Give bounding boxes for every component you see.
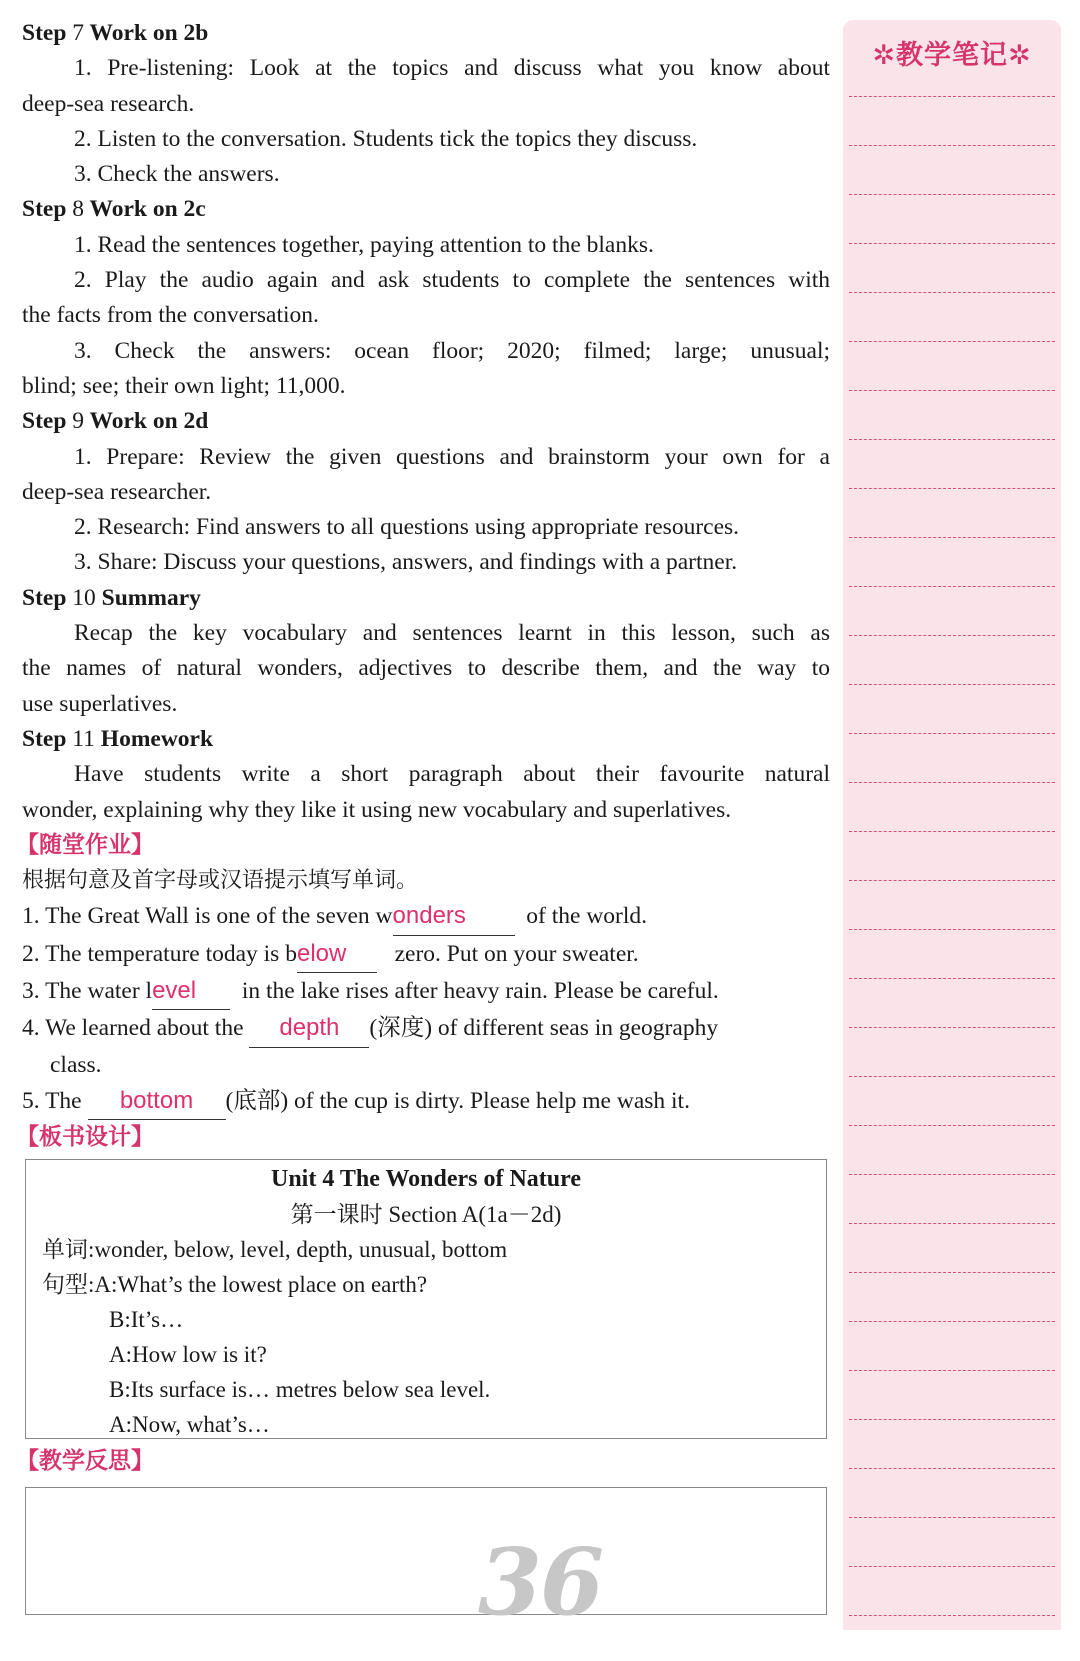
- step-7-item-1: 1. Pre-listening: Look at the topics and discuss what you know about: [74, 55, 830, 82]
- note-rule: [849, 1076, 1055, 1077]
- board-title: Unit 4 The Wonders of Nature: [270, 1166, 582, 1192]
- note-rule: [849, 390, 1055, 391]
- notes-title: ✲教学笔记✲: [872, 40, 1032, 71]
- note-rule: [849, 1223, 1055, 1224]
- note-rule: [849, 978, 1055, 979]
- step-7-item-1-cont: deep-sea research.: [22, 90, 195, 117]
- board-design-box: [25, 1159, 827, 1439]
- step-7-item-2: 2. Listen to the conversation. Students tick the topics they discuss.: [74, 125, 698, 152]
- step-9-heading: Step 9 Work on 2d: [22, 408, 209, 435]
- step-11-heading: Step 11 Homework: [22, 725, 214, 752]
- step-8-item-1: 1. Read the sentences together, paying attention to the blanks.: [74, 231, 654, 258]
- step-11-text-cont: wonder, explaining why they like it using new vocabulary and superlatives.: [22, 796, 732, 823]
- exercise-1: 1. The Great Wall is one of the seven wonders of the world.: [22, 898, 830, 935]
- note-rule: [849, 586, 1055, 587]
- note-rule: [849, 880, 1055, 881]
- answer-blank-5: bottom: [88, 1083, 226, 1120]
- step-11-text: Have students write a short paragraph about their favourite natural: [74, 761, 830, 788]
- note-rule: [849, 1125, 1055, 1126]
- reflection-box: [25, 1487, 827, 1615]
- step-9-item-1: 1. Prepare: Review the given questions and brainstorm your own for a: [74, 443, 830, 470]
- board-pattern: B:It’s…: [109, 1307, 184, 1332]
- step-8-item-2-cont: the facts from the conversation.: [22, 302, 319, 329]
- note-rule: [849, 1517, 1055, 1518]
- step-10-text-cont: the names of natural wonders, adjectives to describe them, and the way to: [22, 655, 830, 682]
- note-rule: [849, 782, 1055, 783]
- note-rule: [849, 292, 1055, 293]
- note-rule: [849, 635, 1055, 636]
- board-words: 单词:wonder, below, level, depth, unusual, bottom: [42, 1237, 508, 1262]
- note-rule: [849, 684, 1055, 685]
- step-8-item-2: 2. Play the audio again and ask students to complete the sentences with: [74, 267, 830, 294]
- note-rule: [849, 145, 1055, 146]
- note-rule: [849, 488, 1055, 489]
- classwork-heading: 【随堂作业】: [16, 831, 154, 858]
- step-9-item-3: 3. Share: Discuss your questions, answers, and findings with a partner.: [74, 549, 738, 576]
- exercise-4-cont: class.: [50, 1051, 102, 1078]
- note-rule: [849, 831, 1055, 832]
- board-design-heading: 【板书设计】: [16, 1124, 154, 1151]
- note-rule: [849, 1321, 1055, 1322]
- classwork-instruction: 根据句意及首字母或汉语提示填写单词。: [22, 868, 419, 894]
- board-pattern: A:Now, what’s…: [109, 1412, 270, 1437]
- step-8-item-3-cont: blind; see; their own light; 11,000.: [22, 372, 346, 399]
- exercise-4: 4. We learned about the depth (深度) of different seas in geography: [22, 1010, 830, 1047]
- exercise-3: 3. The water level in the lake rises after heavy rain. Please be careful.: [22, 973, 830, 1010]
- answer-blank-1: onders: [393, 898, 515, 935]
- answer-blank-4: depth: [249, 1010, 369, 1047]
- note-rule: [849, 733, 1055, 734]
- page-number: 36: [478, 1528, 603, 1636]
- reflection-heading: 【教学反思】: [16, 1448, 154, 1474]
- step-9-item-2: 2. Research: Find answers to all questions using appropriate resources.: [74, 514, 740, 541]
- answer-blank-3: evel: [152, 973, 230, 1010]
- note-rule: [849, 1468, 1055, 1469]
- lesson-plan-body: [16, 16, 830, 1156]
- board-pattern: 句型:A:What’s the lowest place on earth?: [42, 1272, 428, 1297]
- step-8-item-3: 3. Check the answers: ocean floor; 2020; filmed; large; unusual;: [74, 337, 830, 364]
- note-rule: [849, 1370, 1055, 1371]
- exercise-5: 5. The bottom (底部) of the cup is dirty. Please help me wash it.: [22, 1083, 830, 1120]
- step-10-text: Recap the key vocabulary and sentences learnt in this lesson, such as: [74, 620, 830, 647]
- note-rule: [849, 96, 1055, 97]
- note-rule: [849, 1566, 1055, 1567]
- step-7-item-3: 3. Check the answers.: [74, 161, 280, 188]
- note-rule: [849, 439, 1055, 440]
- note-rule: [849, 1419, 1055, 1420]
- board-pattern: B:Its surface is… metres below sea level.: [109, 1377, 491, 1402]
- note-rule: [849, 1615, 1055, 1616]
- step-10-text-end: use superlatives.: [22, 690, 178, 717]
- board-subtitle: 第一课时 Section A(1a－2d): [290, 1202, 562, 1227]
- note-rule: [849, 929, 1055, 930]
- note-rule: [849, 1174, 1055, 1175]
- answer-blank-2: elow: [297, 936, 377, 973]
- step-9-item-1-cont: deep-sea researcher.: [22, 478, 212, 505]
- step-10-heading: Step 10 Summary: [22, 584, 201, 611]
- board-pattern: A:How low is it?: [109, 1342, 267, 1367]
- step-7-heading: Step 7 Work on 2b: [22, 20, 209, 46]
- note-rule: [849, 194, 1055, 195]
- step-8-heading: Step 8 Work on 2c: [22, 196, 206, 223]
- note-rule: [849, 243, 1055, 244]
- teaching-notes-panel: [843, 20, 1061, 1630]
- note-rule: [849, 537, 1055, 538]
- note-rule: [849, 341, 1055, 342]
- note-rule: [849, 1272, 1055, 1273]
- exercise-2: 2. The temperature today is below zero. Put on your sweater.: [22, 936, 830, 973]
- note-rule: [849, 1027, 1055, 1028]
